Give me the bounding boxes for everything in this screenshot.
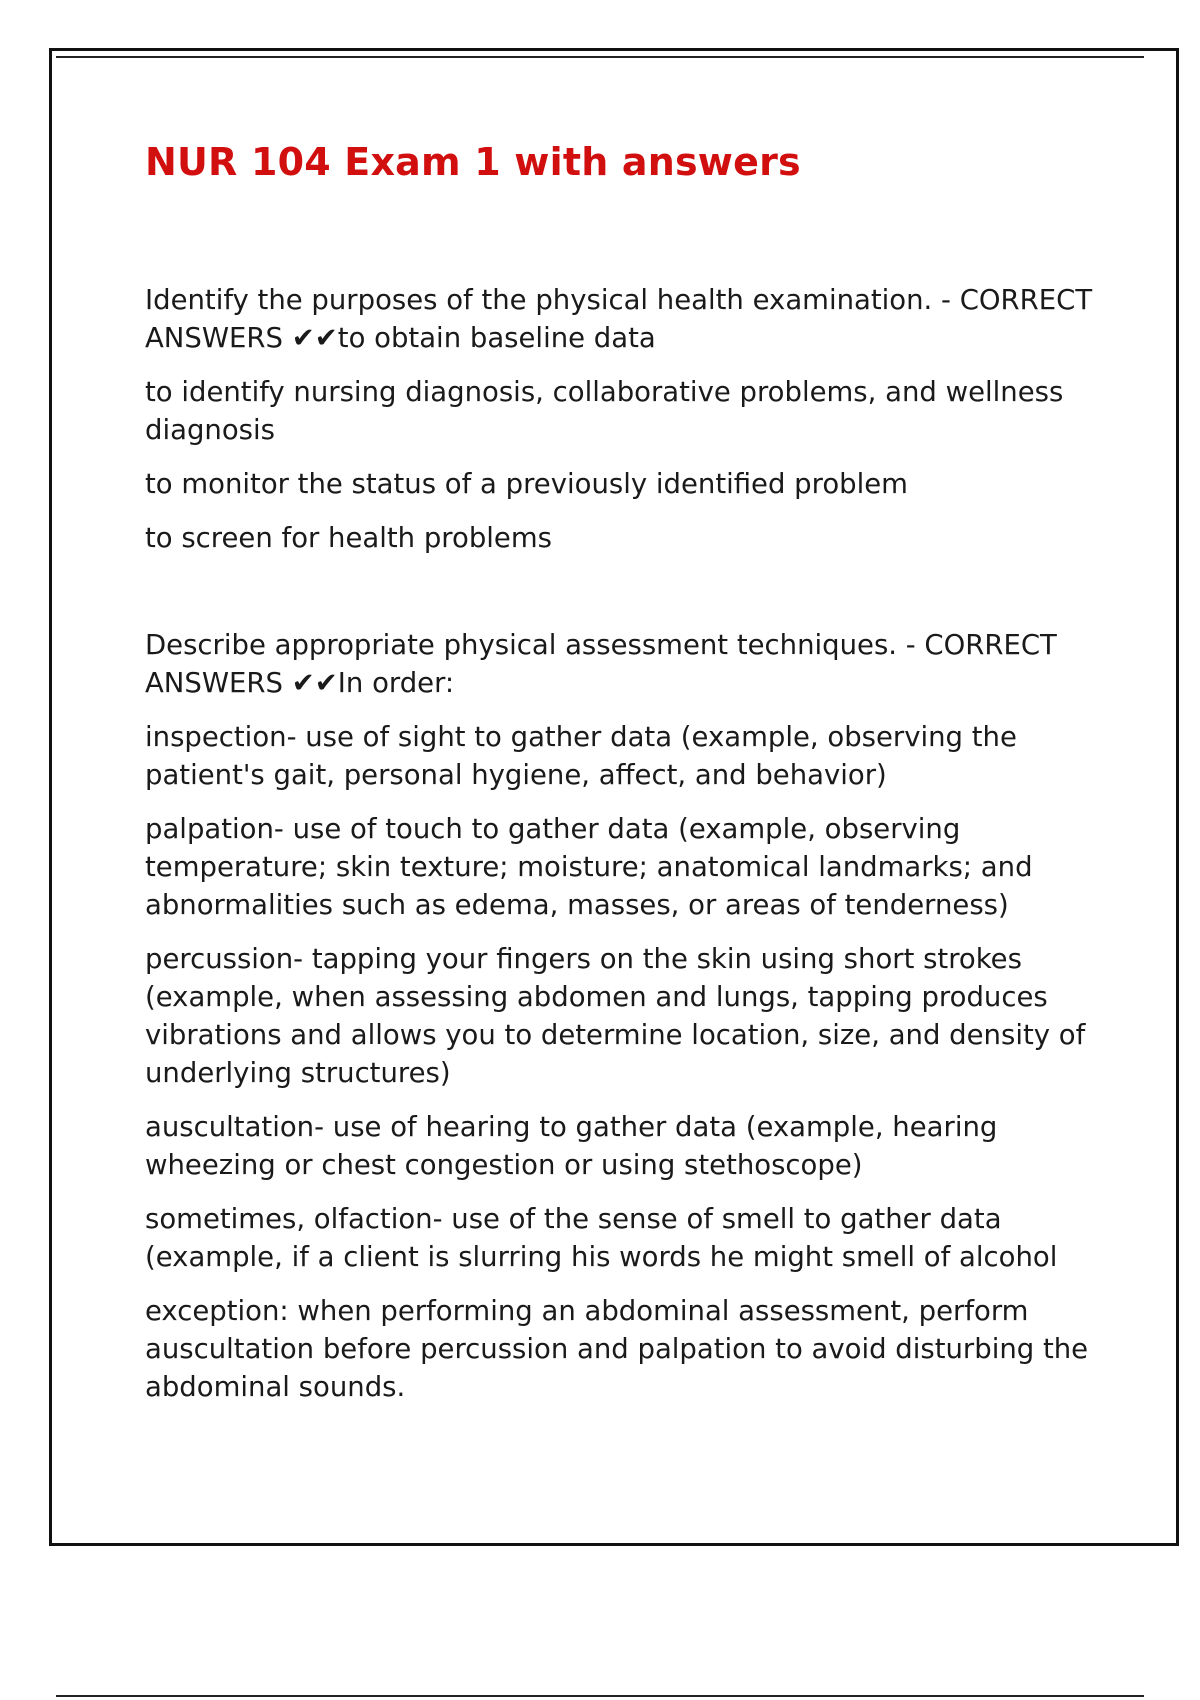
document-title: NUR 104 Exam 1 with answers <box>145 140 801 184</box>
qa-section-purposes <box>145 281 1095 557</box>
question-text: Describe appropriate physical assessment techniques. - CORRECT ANSWERS ✔✔In order: <box>145 629 1057 699</box>
answer-item: auscultation- use of hearing to gather data (example, hearing wheezing or chest congestion or using stethoscope) <box>145 1111 998 1181</box>
answer-item: exception: when performing an abdominal assessment, perform auscultation before percussion and palpation to avoid disturbing the abdominal sounds. <box>145 1295 1089 1403</box>
answer-item: percussion- tapping your fingers on the skin using short strokes (example, when assessing abdomen and lungs, tapping produces vibrations and allows you to determine location, size, and density of underlying structures) <box>145 943 1086 1089</box>
document-body <box>145 281 1095 1422</box>
answer-item: inspection- use of sight to gather data (example, observing the patient's gait, personal hygiene, affect, and behavior) <box>145 721 1017 791</box>
answer-item: to identify nursing diagnosis, collaborative problems, and wellness diagnosis <box>145 376 1064 446</box>
answer-item: to screen for health problems <box>145 522 552 554</box>
answer-item: to monitor the status of a previously identified problem <box>145 468 908 500</box>
qa-section-techniques <box>145 626 1095 1406</box>
question-text: Identify the purposes of the physical health examination. - CORRECT ANSWERS ✔✔to obtain baseline data <box>145 284 1093 354</box>
answer-item: palpation- use of touch to gather data (example, observing temperature; skin texture; moisture; anatomical landmarks; and abnormalities such as edema, masses, or areas of tenderness) <box>145 813 1033 921</box>
top-rule <box>56 56 1144 58</box>
bottom-rule <box>56 1695 1144 1697</box>
answer-item: sometimes, olfaction- use of the sense of smell to gather data (example, if a client is slurring his words he might smell of alcohol <box>145 1203 1058 1273</box>
